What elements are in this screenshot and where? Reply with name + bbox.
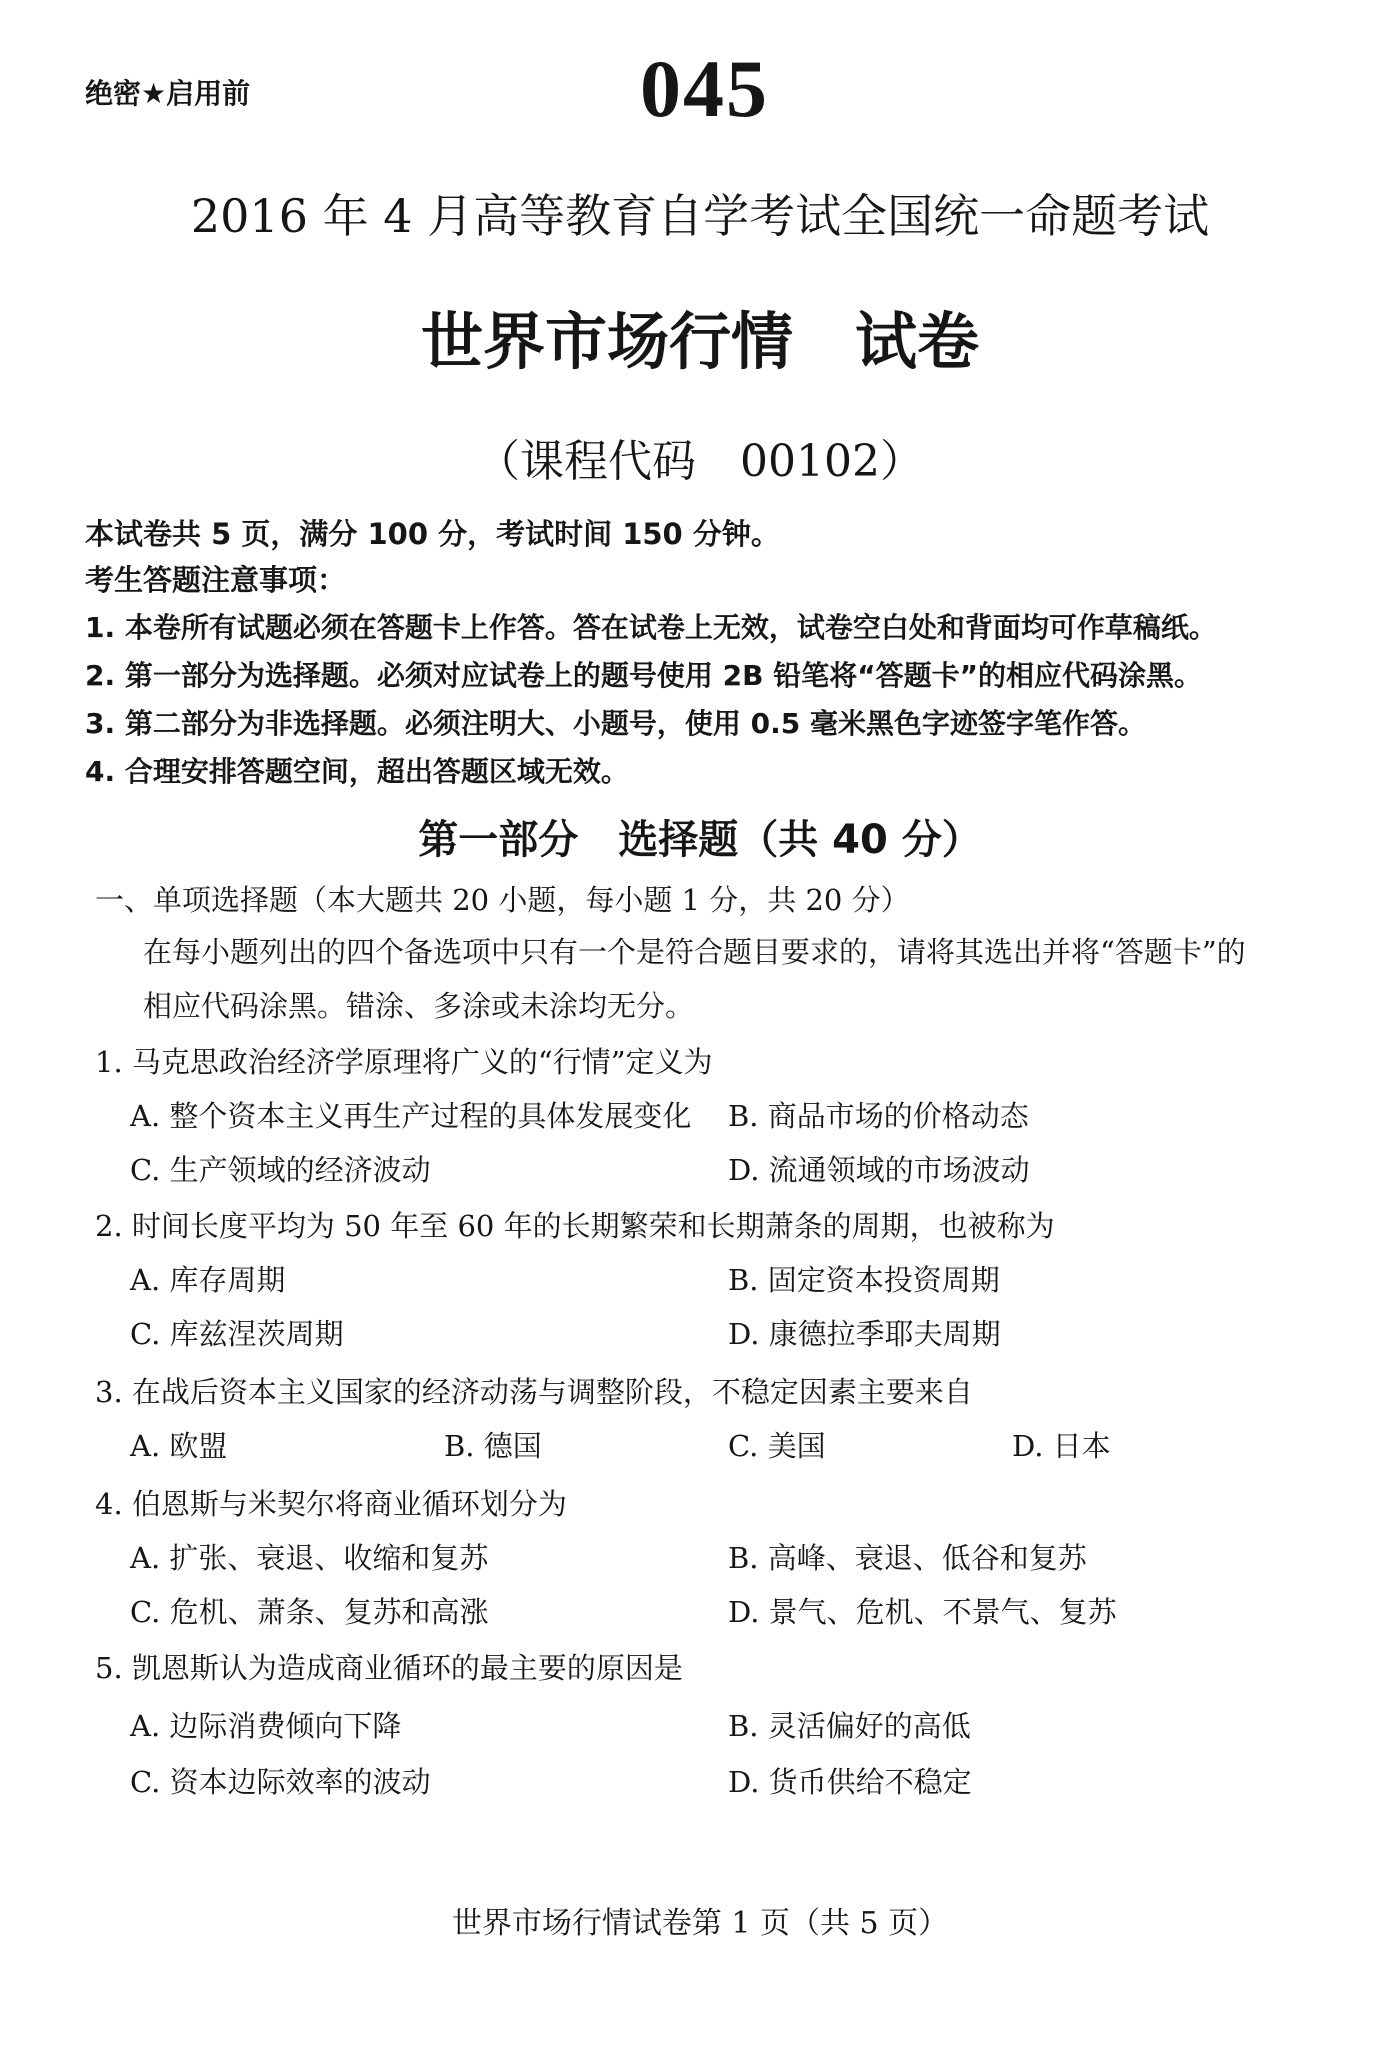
exam-summary: 本试卷共 5 页，满分 100 分，考试时间 150 分钟。 xyxy=(85,517,780,551)
paper-number: 045 xyxy=(640,43,769,134)
page-footer: 世界市场行情试卷第 1 页（共 5 页） xyxy=(451,1906,949,1941)
option-c: C. 生产领域的经济波动 xyxy=(130,1153,431,1187)
paper-title: 世界市场行情 试卷 xyxy=(420,305,979,378)
note-item: 1. 本卷所有试题必须在答题卡上作答。答在试卷上无效，试卷空白处和背面均可作草稿纸。 xyxy=(85,611,1217,644)
question-stem: 4. 伯恩斯与米契尔将商业循环划分为 xyxy=(95,1487,567,1521)
option-b: B. 商品市场的价格动态 xyxy=(728,1099,1029,1133)
question-stem: 2. 时间长度平均为 50 年至 60 年的长期繁荣和长期萧条的周期，也被称为 xyxy=(95,1209,1055,1243)
option-a: A. 欧盟 xyxy=(130,1429,228,1463)
note-item: 2. 第一部分为选择题。必须对应试卷上的题号使用 2B 铅笔将“答题卡”的相应代码涂黑。 xyxy=(85,659,1202,692)
option-b: B. 灵活偏好的高低 xyxy=(728,1709,971,1743)
option-d: D. 景气、危机、不景气、复苏 xyxy=(728,1595,1117,1629)
section-heading: 一、单项选择题（本大题共 20 小题，每小题 1 分，共 20 分） xyxy=(95,883,910,917)
confidential-label: 绝密★启用前 xyxy=(85,77,251,110)
question-stem: 5. 凯恩斯认为造成商业循环的最主要的原因是 xyxy=(95,1651,683,1685)
option-d: D. 流通领域的市场波动 xyxy=(728,1153,1030,1187)
question-stem: 1. 马克思政治经济学原理将广义的“行情”定义为 xyxy=(95,1045,713,1079)
course-code: （课程代码 00102） xyxy=(476,436,924,487)
option-a: A. 边际消费倾向下降 xyxy=(130,1709,402,1743)
part-one-heading: 第一部分 选择题（共 40 分） xyxy=(418,817,982,863)
option-b: B. 德国 xyxy=(444,1429,542,1463)
option-c: C. 美国 xyxy=(728,1429,826,1463)
option-a: A. 扩张、衰退、收缩和复苏 xyxy=(130,1541,489,1575)
option-d: D. 货币供给不稳定 xyxy=(728,1765,972,1799)
note-item: 4. 合理安排答题空间，超出答题区域无效。 xyxy=(85,755,629,788)
question-stem: 3. 在战后资本主义国家的经济动荡与调整阶段，不稳定因素主要来自 xyxy=(95,1375,973,1409)
option-a: A. 库存周期 xyxy=(130,1263,286,1297)
option-b: B. 固定资本投资周期 xyxy=(728,1263,1000,1297)
section-instructions: 在每小题列出的四个备选项中只有一个是符合题目要求的，请将其选出并将“答题卡”的 xyxy=(143,935,1246,969)
note-item: 3. 第二部分为非选择题。必须注明大、小题号，使用 0.5 毫米黑色字迹签字笔作答。 xyxy=(85,707,1146,740)
option-a: A. 整个资本主义再生产过程的具体发展变化 xyxy=(130,1099,692,1133)
notes-title: 考生答题注意事项： xyxy=(85,563,347,597)
option-c: C. 资本边际效率的波动 xyxy=(130,1765,431,1799)
section-instructions: 相应代码涂黑。错涂、多涂或未涂均无分。 xyxy=(143,989,695,1023)
option-d: D. 日本 xyxy=(1012,1429,1111,1463)
option-b: B. 高峰、衰退、低谷和复苏 xyxy=(728,1541,1087,1575)
exam-title: 2016 年 4 月高等教育自学考试全国统一命题考试 xyxy=(190,189,1210,243)
option-c: C. 库兹涅茨周期 xyxy=(130,1317,344,1351)
option-c: C. 危机、萧条、复苏和高涨 xyxy=(130,1595,489,1629)
option-d: D. 康德拉季耶夫周期 xyxy=(728,1317,1001,1351)
